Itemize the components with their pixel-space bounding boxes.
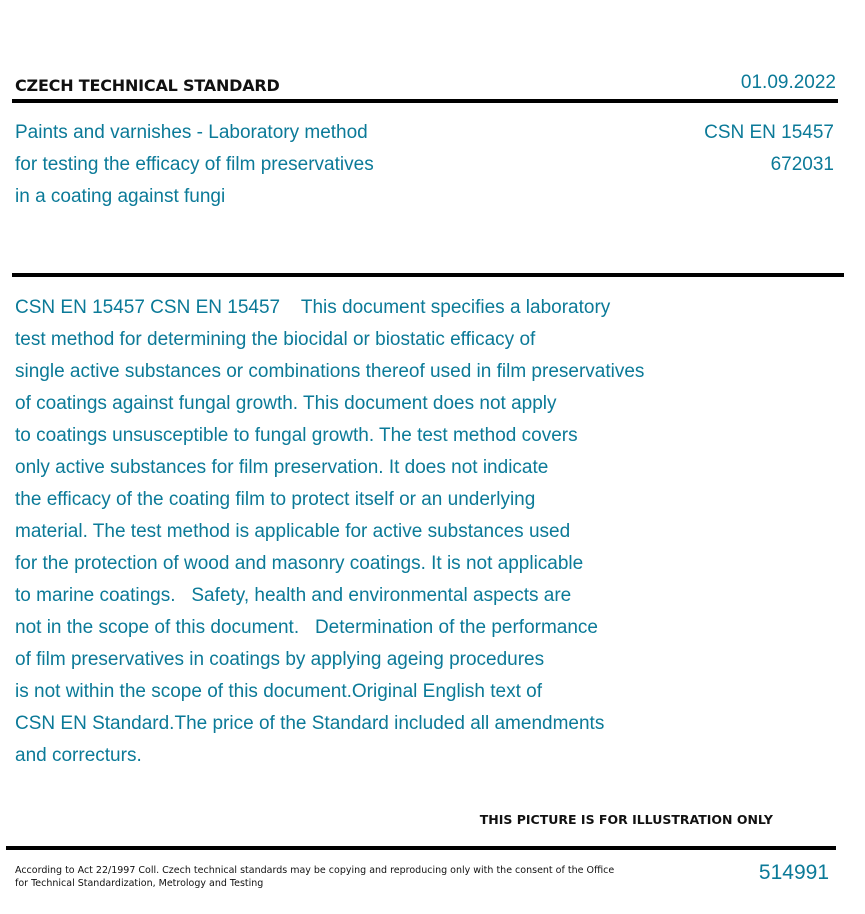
- title-line: for testing the efficacy of film preservatives: [15, 154, 374, 175]
- publication-date: 01.09.2022: [740, 72, 836, 93]
- section-divider: [12, 273, 844, 277]
- abstract-line: and correcturs.: [15, 745, 142, 766]
- abstract-line: for the protection of wood and masonry coatings. It is not applicable: [15, 553, 584, 574]
- abstract-line: the efficacy of the coating film to protect itself or an underlying: [15, 489, 536, 510]
- abstract-line: to coatings unsusceptible to fungal growth. The test method covers: [15, 425, 578, 446]
- abstract-line: test method for determining the biocidal or biostatic efficacy of: [15, 329, 536, 350]
- standard-codes: [704, 117, 834, 181]
- document-type-label: CZECH TECHNICAL STANDARD: [15, 76, 280, 95]
- abstract-line: of film preservatives in coatings by applying ageing procedures: [15, 649, 545, 670]
- abstract-line: CSN EN 15457 CSN EN 15457 This document specifies a laboratory: [15, 297, 611, 318]
- abstract-text: [15, 292, 775, 772]
- abstract-line: only active substances for film preservation. It does not indicate: [15, 457, 549, 478]
- abstract-line: is not within the scope of this document.Original English text of: [15, 681, 542, 702]
- abstract-line: of coatings against fungal growth. This document does not apply: [15, 393, 557, 414]
- illustration-disclaimer: THIS PICTURE IS FOR ILLUSTRATION ONLY: [479, 812, 773, 827]
- notice-line: for Technical Standardization, Metrology and Testing: [15, 877, 264, 889]
- header-divider: [12, 99, 838, 103]
- copyright-notice: [15, 865, 615, 890]
- abstract-line: not in the scope of this document. Determination of the performance: [15, 617, 598, 638]
- title-line: Paints and varnishes - Laboratory method: [15, 122, 368, 143]
- abstract-line: single active substances or combinations thereof used in film preservatives: [15, 361, 645, 382]
- footer-divider: [6, 846, 836, 850]
- class-number: 672031: [770, 154, 834, 175]
- abstract-line: to marine coatings. Safety, health and environmental aspects are: [15, 585, 572, 606]
- abstract-line: material. The test method is applicable for active substances used: [15, 521, 571, 542]
- standard-title: [15, 117, 535, 213]
- abstract-line: CSN EN Standard.The price of the Standard included all amendments: [15, 713, 605, 734]
- notice-line: According to Act 22/1997 Coll. Czech technical standards may be copying and reproducing only with the consent of the Office: [15, 865, 615, 876]
- title-line: in a coating against fungi: [15, 186, 226, 207]
- catalog-number: 514991: [758, 861, 829, 884]
- standard-code: CSN EN 15457: [704, 122, 834, 143]
